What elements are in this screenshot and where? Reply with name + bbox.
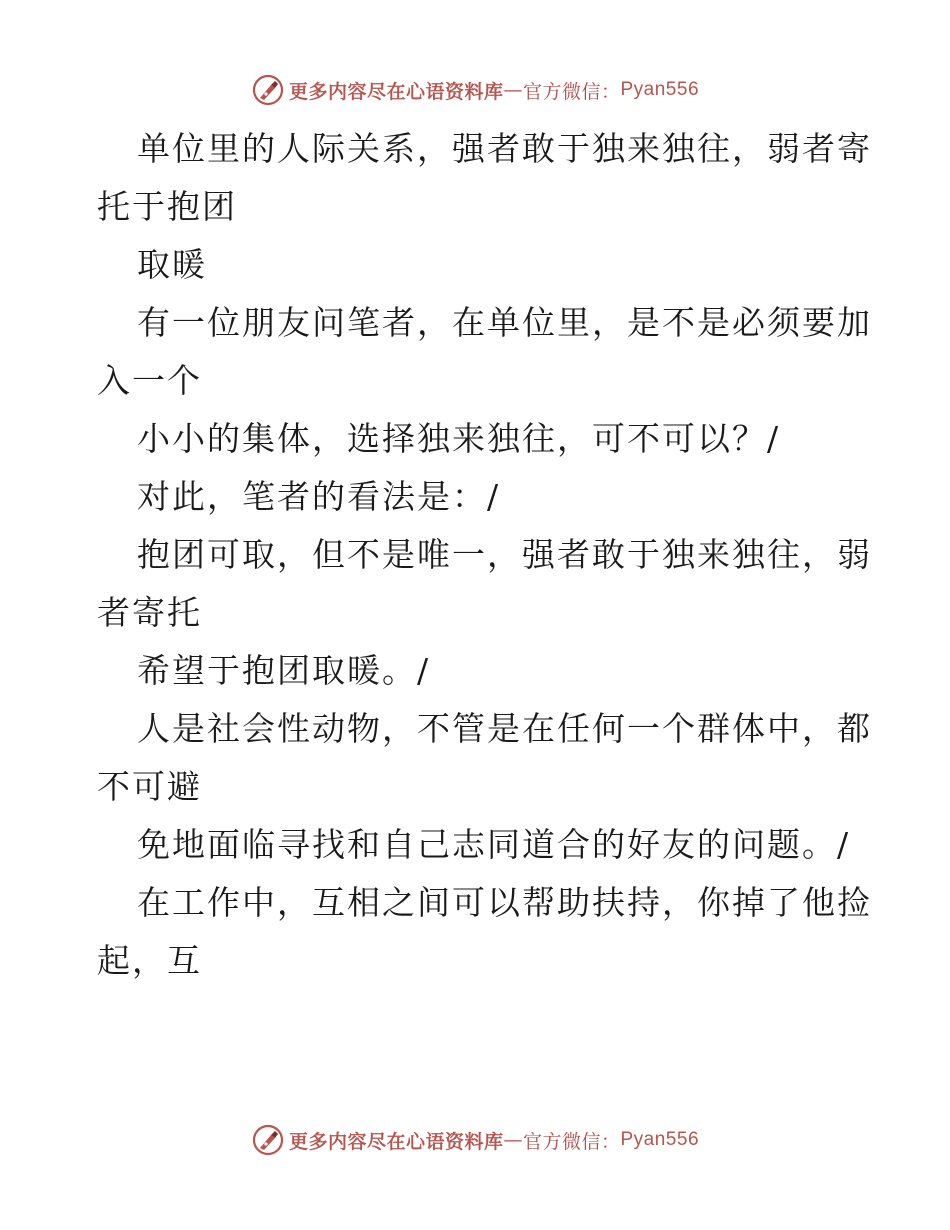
text-line: 对此，笔者的看法是：/ [137, 477, 501, 516]
text-line: 单位里的人际关系，强者敢于独来独往，弱者寄 [137, 129, 872, 168]
banner-separator: — [503, 79, 523, 101]
text-line: 希望于抱团取暖。/ [137, 651, 431, 690]
banner-brand: 更多内容尽在心语资料库 [288, 1130, 504, 1153]
banner-brand: 更多内容尽在心语资料库 [288, 80, 504, 103]
text-line: 抱团可取，但不是唯一，强者敢于独来独往，弱 [137, 535, 872, 574]
document-body [97, 120, 872, 990]
banner-wechat-label: 官方微信： [522, 1130, 621, 1153]
pen-nib-circle-icon [251, 73, 285, 107]
text-line: 取暖 [137, 245, 207, 284]
text-line: 入一个 [97, 361, 202, 400]
banner-separator: — [503, 1129, 523, 1151]
text-line: 人是社会性动物，不管是在任何一个群体中，都 [137, 709, 872, 748]
pen-nib-circle-icon [251, 1123, 285, 1157]
header-banner [0, 70, 950, 110]
text-line: 不可避 [97, 767, 202, 806]
footer-banner [0, 1120, 950, 1160]
banner-wechat-label: 官方微信： [522, 80, 621, 103]
text-line: 有一位朋友问笔者，在单位里，是不是必须要加 [137, 303, 872, 342]
text-line: 在工作中，互相之间可以帮助扶持，你掉了他捡 [137, 883, 872, 922]
banner-wechat-id: Pyan556 [620, 79, 700, 100]
banner-wechat-id: Pyan556 [620, 1129, 700, 1150]
text-line: 起，互 [97, 941, 202, 980]
text-line: 托于抱团 [97, 187, 237, 226]
text-line: 者寄托 [97, 593, 202, 632]
text-line: 小小的集体，选择独来独往，可不可以？/ [137, 419, 781, 458]
text-line: 免地面临寻找和自己志同道合的好友的问题。/ [137, 825, 851, 864]
